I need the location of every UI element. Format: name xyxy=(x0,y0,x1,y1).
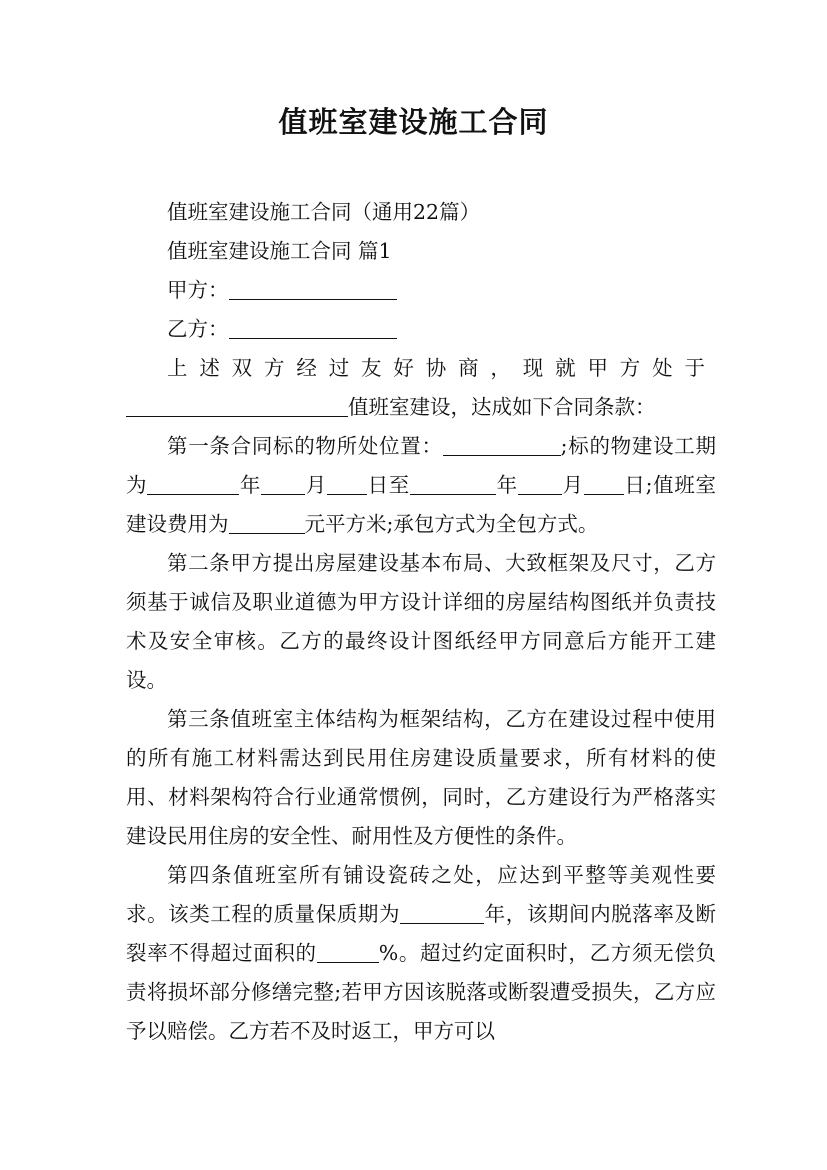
party-b-label: 乙方： xyxy=(167,317,229,341)
clause1-text-3: 元平方米;承包方式为全包方式。 xyxy=(304,512,599,536)
preamble-line-2 xyxy=(126,388,716,427)
clause1-year2: 年 xyxy=(495,473,518,497)
clause1-day2-blank xyxy=(584,472,624,495)
clause-3: 第三条值班室主体结构为框架结构，乙方在建设过程中使用的所有施工材料需达到民用住房建设质量要求，所有材料的使用、材料架构符合行业通常惯例，同时，乙方建设行为严格落实建设民用住房的安全性、耐用性及方便性的条件。 xyxy=(126,707,716,848)
clause1-day-to: 日至 xyxy=(366,473,410,497)
section-heading: 值班室建设施工合同 篇1 xyxy=(167,239,392,263)
clause1-year1: 年 xyxy=(239,473,262,497)
clause1-year2-blank xyxy=(410,472,496,495)
clause1-month2: 月 xyxy=(561,473,584,497)
clause4-text-1: 第四条值班室所有铺设瓷砖之处，应达到平整等美观性要求。该类工程的质量保质期为 xyxy=(126,863,716,926)
clause1-day-end: 日;值班室建设费用为 xyxy=(126,473,717,536)
clause1-text-2: ;标的物建设工期为 xyxy=(126,434,716,497)
preamble-blank xyxy=(126,394,348,417)
document-title: 值班室建设施工合同 xyxy=(278,105,549,139)
clause4-percent-blank xyxy=(317,940,379,963)
preamble-line-1 xyxy=(126,349,716,388)
preamble-text-1: 上述双方经过友好协商，现就甲方处于 xyxy=(167,356,716,380)
clause4-years-blank xyxy=(400,901,484,924)
party-a-line xyxy=(126,271,716,310)
document-body xyxy=(126,193,716,1051)
clause-2: 第二条甲方提出房屋建设基本布局、大致框架及尺寸，乙方须基于诚信及职业道德为甲方设计详细的房屋结构图纸并负责技术及安全审核。乙方的最终设计图纸经甲方同意后方能开工建设。 xyxy=(126,551,716,692)
party-a-label: 甲方： xyxy=(167,278,229,302)
clause-4 xyxy=(126,856,716,1051)
party-a-blank xyxy=(229,277,397,300)
clause1-cost-blank xyxy=(229,511,305,534)
clause1-location-blank xyxy=(443,433,561,456)
clause1-year1-blank xyxy=(147,472,239,495)
subtitle-line: 值班室建设施工合同（通用22篇） xyxy=(167,200,481,224)
preamble-text-2: 值班室建设，达成如下合同条款： xyxy=(348,395,656,419)
clause1-month2-blank xyxy=(518,472,562,495)
clause1-month1: 月 xyxy=(305,473,327,497)
party-b-line xyxy=(126,310,716,349)
clause1-month1-blank xyxy=(261,472,305,495)
clause4-text-2: 年，该期间内脱落率及断裂率不得超过面积的 xyxy=(126,902,717,965)
clause4-text-3: %。超过约定面积时，乙方须无偿负责将损坏部分修缮完整;若甲方因该脱落或断裂遭受损失，乙方应予以赔偿。乙方若不及时返工，甲方可以 xyxy=(126,941,717,1043)
clause1-text-1: 第一条合同标的物所处位置： xyxy=(167,434,443,458)
clause-1 xyxy=(126,427,716,544)
clause1-day1-blank xyxy=(327,472,367,495)
party-b-blank xyxy=(229,316,397,339)
